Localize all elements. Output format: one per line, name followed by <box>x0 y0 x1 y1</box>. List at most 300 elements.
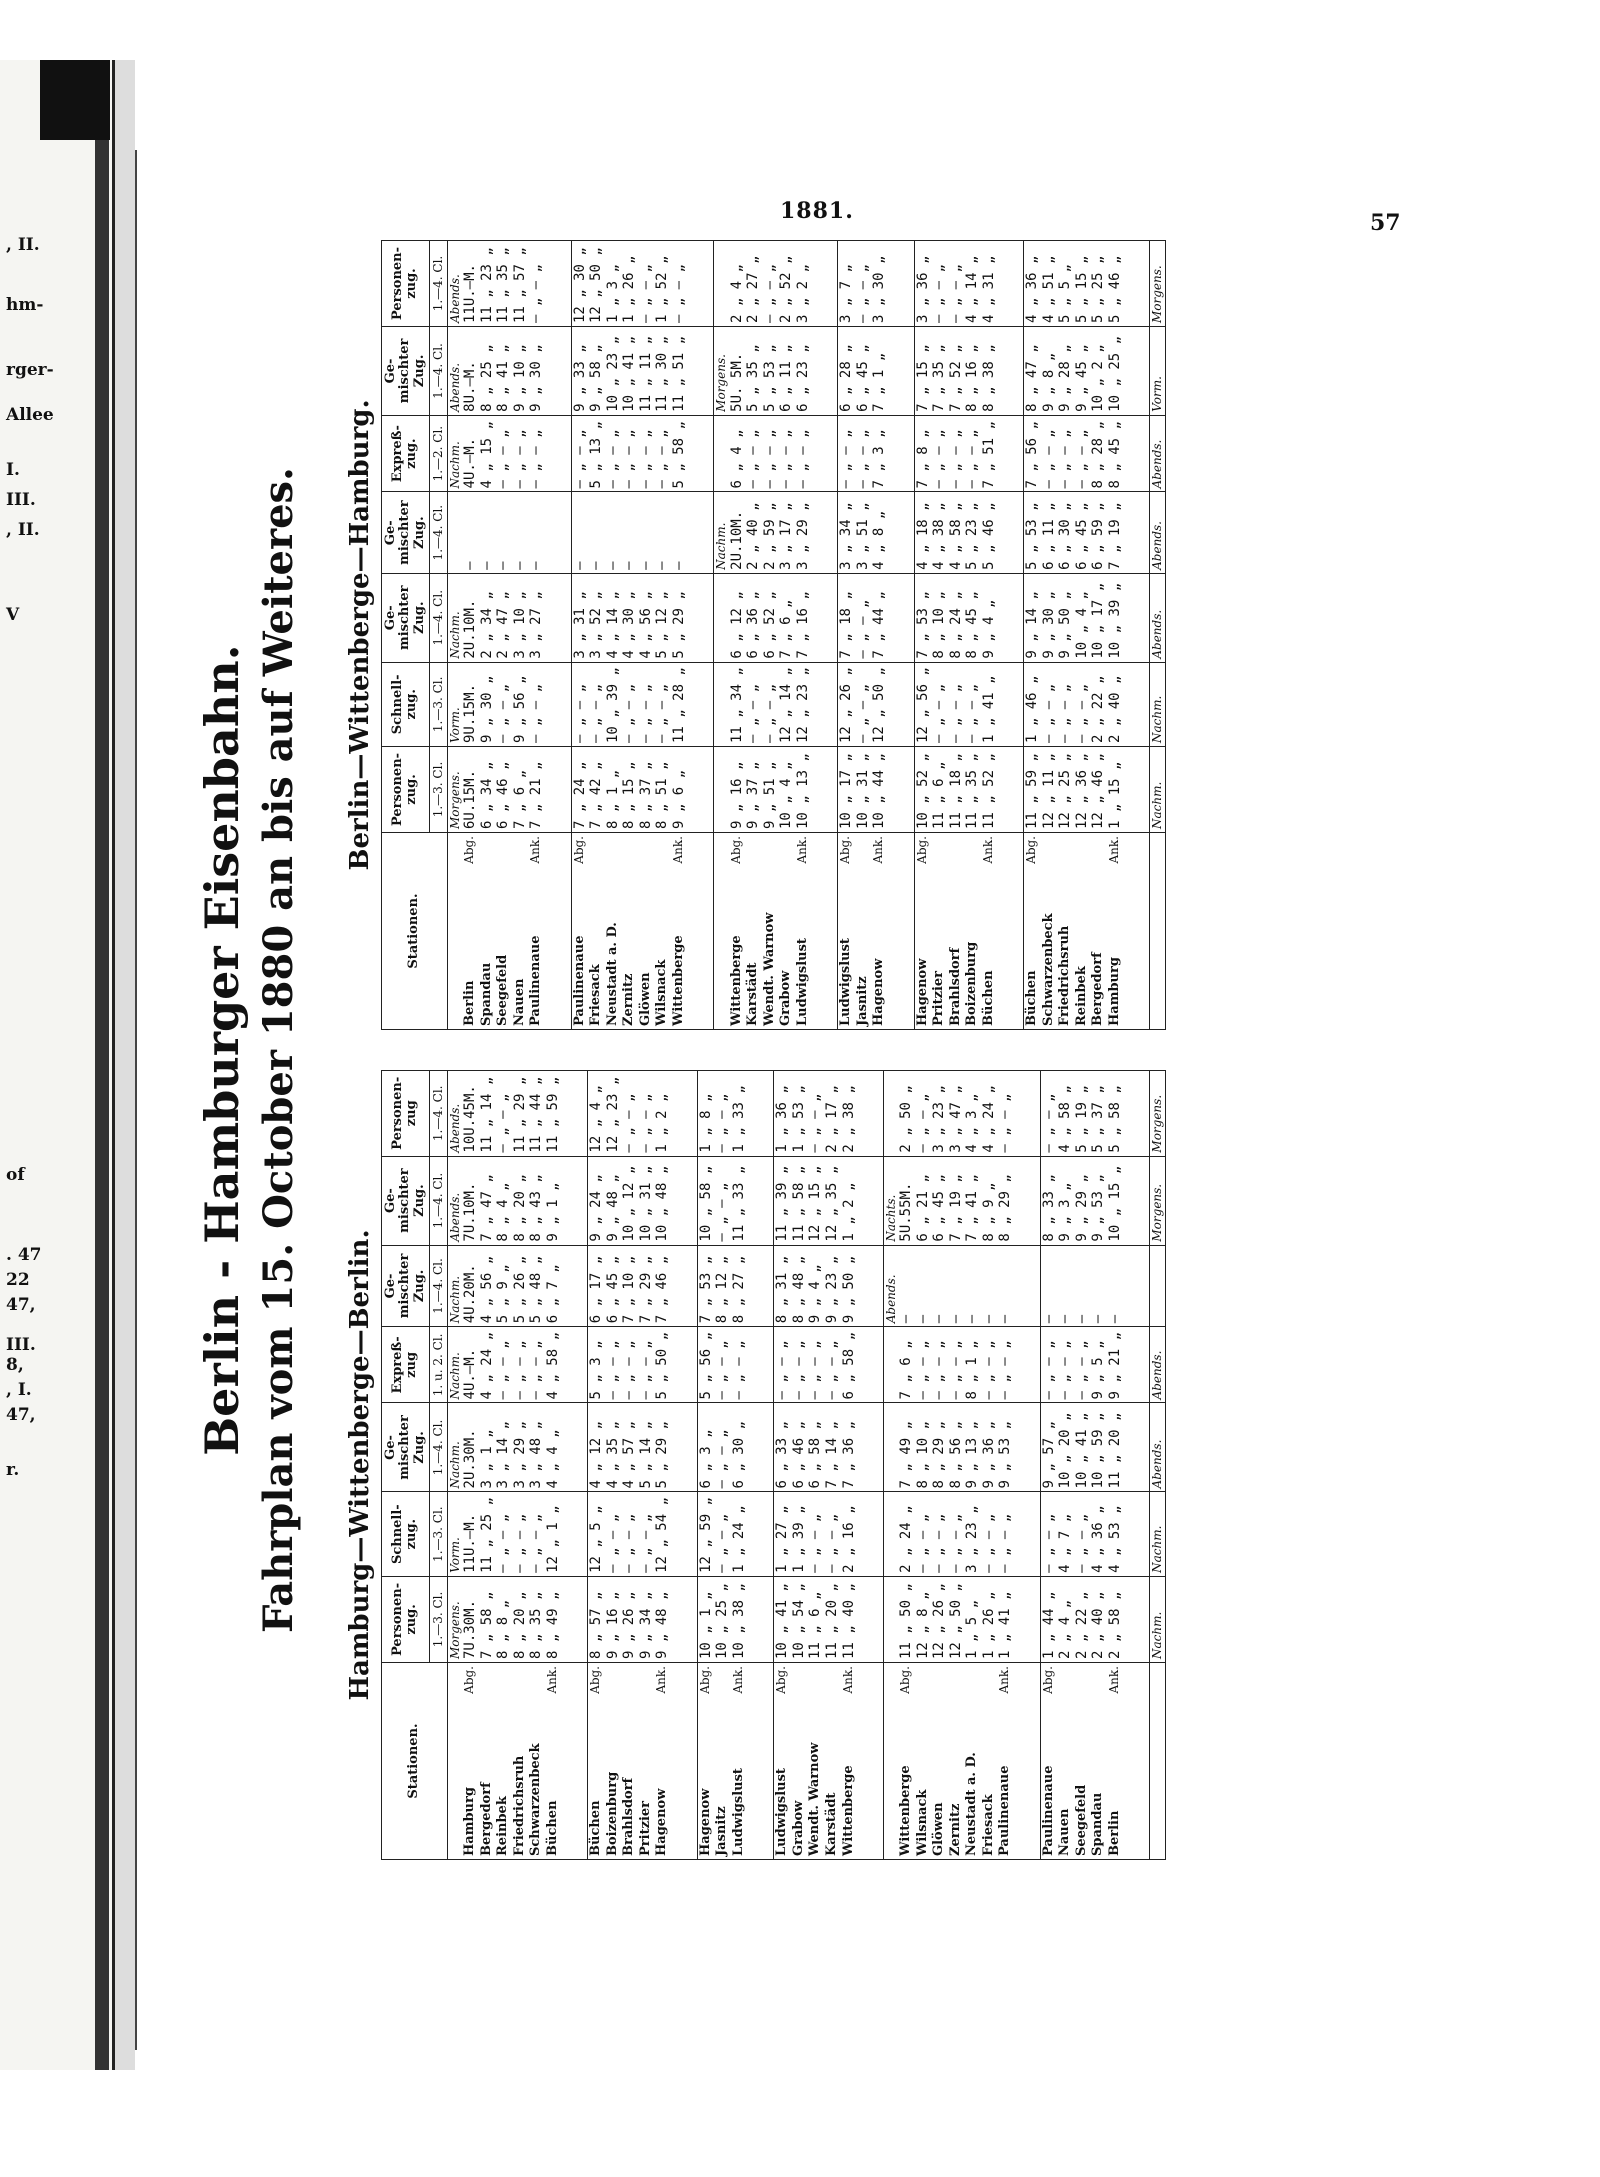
train-class: 1.—4. Cl. <box>429 573 447 662</box>
departure-time: 9 „ 56 „ <box>512 662 529 746</box>
table-row <box>605 1071 622 1860</box>
departure-time: 10U.45M. <box>462 1071 479 1157</box>
departure-time: 4 „ 53 „ <box>1107 1492 1124 1576</box>
departure-time: 11 „ 6 „ <box>931 747 948 833</box>
departure-time: 2 „ 24 „ <box>898 1492 915 1576</box>
note-spacer <box>884 1663 899 1860</box>
group-spacer <box>997 241 1024 1030</box>
departure-time: 9 „ 45 „ <box>1074 327 1091 416</box>
departure-time: 8 „ 1 „ <box>605 747 622 833</box>
departure-time: 3 „ 10 „ <box>512 573 529 662</box>
arrival-departure-mark: Ank. <box>670 836 685 864</box>
table-row <box>855 241 872 1030</box>
departure-time: 3 „ 2 „ <box>795 241 812 327</box>
station-name <box>1090 833 1107 1030</box>
departure-time: 2 „ 40 „ <box>1090 1576 1107 1662</box>
departure-time: 10 „ 31 „ <box>855 747 872 833</box>
departure-time: 8 „ 47 „ <box>1024 327 1041 416</box>
departure-time: — „ — „ <box>1074 1327 1091 1403</box>
table-row <box>931 1071 948 1860</box>
station-label: Jasnitz <box>854 976 870 1026</box>
station-name <box>838 833 855 1030</box>
station-label: Büchen <box>544 1800 560 1856</box>
spacer-cell <box>671 1576 698 1662</box>
departure-time: 1 „ 2 „ <box>654 1071 671 1157</box>
time-of-day-note: Nachm. <box>448 1403 463 1492</box>
departure-time: 12 „ 26 „ <box>838 662 855 746</box>
time-of-day-note: Abends. <box>1150 492 1165 573</box>
departure-time: — „ — „ <box>638 1492 655 1576</box>
previous-page-text: r. <box>6 1460 20 1480</box>
departure-time: 6 „ 12 „ <box>729 573 746 662</box>
departure-time: 6 „ 23 „ <box>795 327 812 416</box>
departure-time: 5U. 5M. <box>729 327 746 416</box>
station-name <box>545 1663 562 1860</box>
departure-time: — <box>479 492 496 573</box>
departure-time: — <box>512 492 529 573</box>
time-of-day-note <box>714 415 729 492</box>
station-label: Paulinenaue <box>997 1765 1013 1856</box>
departure-time: — „ — „ <box>915 1071 932 1157</box>
departure-time: 2 „ 58 „ <box>1107 1576 1124 1662</box>
departure-time: 7 „ 8 „ <box>914 415 931 492</box>
departure-time: 6 „ 45 „ <box>931 1156 948 1245</box>
departure-time: 2 „ 59 „ <box>762 492 779 573</box>
time-of-day-note: Abends. <box>448 1071 463 1157</box>
table-row <box>807 1071 824 1860</box>
table-row <box>1024 241 1041 1030</box>
departure-time: 4 „ 12 „ <box>588 1403 605 1492</box>
time-of-day-note: Nachm. <box>448 415 463 492</box>
spacer-cell <box>1123 573 1150 662</box>
departure-time: 2U.10M. <box>462 573 479 662</box>
spacer-cell <box>857 1327 884 1403</box>
departure-time: 5 „ 46 „ <box>1107 241 1124 327</box>
departure-time: — „ — „ <box>931 241 948 327</box>
departure-time: 4 „ 7 „ <box>1057 1492 1074 1576</box>
arrival-departure-mark: Ank. <box>997 1666 1012 1694</box>
departure-time: 8 „ 20 „ <box>512 1156 529 1245</box>
departure-time: — „ — „ <box>948 415 965 492</box>
time-of-day-note <box>714 662 729 746</box>
departure-time: 6 „ 59 „ <box>1090 492 1107 573</box>
departure-time: 6 „ 58 „ <box>807 1403 824 1492</box>
time-of-day-note: Nachm. <box>1150 662 1165 746</box>
departure-time: 5 „ 58 „ <box>1107 1071 1124 1157</box>
arrival-departure-mark: Ank. <box>840 1666 855 1694</box>
departure-time: 2 „ 4 „ <box>1057 1576 1074 1662</box>
departure-time: 10 „ 15 „ <box>1107 1156 1124 1245</box>
departure-time: 10 „ 25 „ <box>714 1576 731 1662</box>
spacer-cell <box>671 1071 698 1157</box>
departure-time: 12 „ 11 „ <box>1041 747 1058 833</box>
departure-time: 1 „ 33 „ <box>731 1071 748 1157</box>
departure-time: 11 „ 50 „ <box>898 1576 915 1662</box>
table-row <box>495 1071 512 1860</box>
departure-time: — „ — „ <box>762 241 779 327</box>
departure-time: 4 „ 58 „ <box>1057 1071 1074 1157</box>
departure-time: 4 „ 56 „ <box>479 1245 496 1327</box>
departure-time: 2 „ 40 „ <box>745 492 762 573</box>
departure-time: 10 „ 41 „ <box>1074 1403 1091 1492</box>
departure-time: — <box>588 492 605 573</box>
departure-time: 12 „ 30 „ <box>571 241 588 327</box>
arrival-departure-mark: Ank. <box>980 836 995 864</box>
table-row <box>774 1071 791 1860</box>
spacer-cell <box>1014 1327 1041 1403</box>
station-label: Bergedorf <box>1090 952 1106 1026</box>
departure-time: — „ — „ <box>714 1071 731 1157</box>
departure-time: 1 „ 39 „ <box>791 1492 808 1576</box>
departure-time: 5 „ 3 „ <box>588 1327 605 1403</box>
departure-time: — <box>605 492 622 573</box>
train-column-header: Personen-zug. <box>382 747 430 833</box>
departure-time: 11 „ 25 „ <box>479 1492 496 1576</box>
departure-time: 10 „ 17 „ <box>838 747 855 833</box>
departure-time: — „ — „ <box>571 662 588 746</box>
stations-header: Stationen. <box>382 833 448 1030</box>
station-name <box>1040 1663 1057 1860</box>
departure-time: 6 „ 46 „ <box>495 747 512 833</box>
departure-time: — „ — „ <box>795 415 812 492</box>
stations-header: Stationen. <box>382 1663 448 1860</box>
station-label: Pritzier <box>637 1800 653 1856</box>
table-row <box>571 241 588 1030</box>
spacer-cell <box>561 1403 588 1492</box>
table-row <box>697 1071 714 1860</box>
departure-time: 11 „ 14 „ <box>479 1071 496 1157</box>
departure-time: 12 „ 25 „ <box>1057 747 1074 833</box>
note-spacer <box>1150 1663 1165 1860</box>
departure-time: 6U.15M. <box>462 747 479 833</box>
departure-time: 1 „ 41 „ <box>997 1576 1014 1662</box>
departure-time: — „ — „ <box>964 662 981 746</box>
departure-time: 2 „ 47 „ <box>495 573 512 662</box>
station-label: Hamburg <box>1106 957 1122 1026</box>
departure-time: 7 „ 29 „ <box>638 1245 655 1327</box>
spacer-cell <box>671 1663 698 1860</box>
station-name <box>915 1663 932 1860</box>
departure-time: 12 „ 56 „ <box>914 662 931 746</box>
time-of-day-note: Morgens. <box>1150 1156 1165 1245</box>
departure-time: 5 „ 15 „ <box>1074 241 1091 327</box>
spacer-cell <box>1123 415 1150 492</box>
departure-time: 10 „ 23 „ <box>605 327 622 416</box>
spacer-cell <box>687 327 714 416</box>
station-label: Reinbek <box>1073 966 1089 1026</box>
departure-time: 9U.15M. <box>462 662 479 746</box>
departure-time: — „ — „ <box>528 415 545 492</box>
departure-time: 4 „ 36 „ <box>1090 1492 1107 1576</box>
departure-time: — „ — „ <box>997 1492 1014 1576</box>
departure-time: — „ — „ <box>605 415 622 492</box>
departure-time: — „ — „ <box>654 415 671 492</box>
station-name <box>1041 833 1058 1030</box>
table-row <box>795 241 812 1030</box>
station-label: Pritzier <box>931 970 947 1026</box>
train-column-header: Ge-mischter Zug. <box>382 492 430 573</box>
time-of-day-note: Vorm. <box>448 662 463 746</box>
departure-time: 7 „ 41 „ <box>964 1156 981 1245</box>
station-name <box>1074 1663 1091 1860</box>
departure-time: 11 „ 40 „ <box>841 1576 858 1662</box>
departure-time: — „ — „ <box>791 1327 808 1403</box>
departure-time: 5 „ 56 „ <box>697 1327 714 1403</box>
departure-time: 4U.—M. <box>462 415 479 492</box>
departure-time: 12 „ 15 „ <box>807 1156 824 1245</box>
spacer-cell <box>811 415 838 492</box>
departure-time: 3 „ 30 „ <box>871 241 888 327</box>
departure-time: 8 „ 41 „ <box>495 327 512 416</box>
arrival-departure-mark: Abg. <box>462 1666 477 1694</box>
train-class: 1.—4. Cl. <box>429 241 447 327</box>
departure-time: — <box>495 492 512 573</box>
previous-page-text: 47, <box>6 1405 36 1425</box>
spacer-cell <box>671 1156 698 1245</box>
departure-time: — „ — „ <box>855 573 872 662</box>
departure-time: 12 „ 54 „ <box>654 1492 671 1576</box>
departure-time: 9 „ 21 „ <box>1107 1327 1124 1403</box>
spacer-cell <box>671 1492 698 1576</box>
spacer-cell <box>545 662 572 746</box>
gutter-shadow <box>95 140 109 2070</box>
departure-time: 11 „ 58 „ <box>791 1156 808 1245</box>
station-name <box>605 1663 622 1860</box>
departure-time: 8 „ 38 „ <box>981 327 998 416</box>
station-label: Ludwigslust <box>794 938 810 1026</box>
departure-time: 9 „ 26 „ <box>621 1576 638 1662</box>
departure-time: 5 „ 48 „ <box>528 1245 545 1327</box>
departure-time: — „ — „ <box>495 1071 512 1157</box>
departure-time: — „ — „ <box>855 241 872 327</box>
table-row <box>964 241 981 1030</box>
previous-page-text: , I. <box>6 1380 32 1400</box>
departure-time: — <box>1040 1245 1057 1327</box>
departure-time: 7 „ 49 „ <box>898 1403 915 1492</box>
spacer-cell <box>747 1576 774 1662</box>
time-of-day-note: Morgens. <box>1150 241 1165 327</box>
departure-time: 12 „ 35 „ <box>824 1156 841 1245</box>
time-note-row <box>714 241 729 1030</box>
departure-time: — „ — „ <box>855 415 872 492</box>
station-label: Wittenberge <box>728 935 744 1026</box>
departure-time: 6 „ 7 „ <box>545 1245 562 1327</box>
time-of-day-note <box>448 492 463 573</box>
spacer-cell <box>747 1156 774 1245</box>
departure-time: 1 „ 36 „ <box>774 1071 791 1157</box>
departure-time: 10 „ 48 „ <box>654 1156 671 1245</box>
spacer-cell <box>545 747 572 833</box>
departure-time: — „ — „ <box>714 1492 731 1576</box>
departure-time: 8 „ 29 „ <box>931 1403 948 1492</box>
departure-time: 6 „ 45 „ <box>1074 492 1091 573</box>
departure-time: 12 „ 5 „ <box>588 1492 605 1576</box>
departure-time: 10 „ 59 „ <box>1090 1403 1107 1492</box>
station-name <box>898 1663 915 1860</box>
table-row <box>871 241 888 1030</box>
departure-time: — <box>621 492 638 573</box>
departure-time: 7 „ 6 „ <box>898 1327 915 1403</box>
footer-note-row <box>1150 241 1165 1030</box>
departure-time: 2 „ 17 „ <box>824 1071 841 1157</box>
group-spacer <box>747 1071 774 1860</box>
table-row <box>621 241 638 1030</box>
arrival-departure-mark: Ank. <box>794 836 809 864</box>
departure-time: 8 „ 45 „ <box>1107 415 1124 492</box>
departure-time: 7 „ 10 „ <box>621 1245 638 1327</box>
station-label: Nauen <box>1057 1808 1073 1856</box>
departure-time: 12 „ 23 „ <box>605 1071 622 1157</box>
departure-time: 1 „ 5 „ <box>964 1576 981 1662</box>
table-row <box>462 1071 479 1860</box>
departure-time: 8 „ 25 „ <box>479 327 496 416</box>
station-label: Friedrichsruh <box>1057 925 1073 1026</box>
time-note-row <box>448 1071 463 1860</box>
table-row <box>605 241 622 1030</box>
departure-time: — „ — „ <box>714 1327 731 1403</box>
table-row <box>729 241 746 1030</box>
previous-page-text: V <box>6 605 20 625</box>
train-class: 1.—3. Cl. <box>429 747 447 833</box>
spacer-cell <box>1123 492 1150 573</box>
departure-time: 9 „ 53 „ <box>1090 1156 1107 1245</box>
time-note-row <box>884 1071 899 1860</box>
departure-time: 10 „ 41 „ <box>774 1576 791 1662</box>
departure-time: 5 „ 50 „ <box>654 1327 671 1403</box>
departure-time: 1 „ 52 „ <box>654 241 671 327</box>
spacer-cell <box>747 1663 774 1860</box>
departure-time: 12 „ 4 „ <box>588 1071 605 1157</box>
departure-time: 4 „ 3 „ <box>964 1071 981 1157</box>
station-label: Nauen <box>511 978 527 1026</box>
departure-time: 6 „ 52 „ <box>762 573 779 662</box>
time-of-day-note <box>884 1492 899 1576</box>
station-name <box>964 833 981 1030</box>
departure-time: 12 „ 23 „ <box>795 662 812 746</box>
arrival-departure-mark: Abg. <box>838 836 853 864</box>
spacer-cell <box>888 241 915 327</box>
station-name <box>841 1663 858 1860</box>
station-label: Hagenow <box>914 958 930 1026</box>
departure-time: — „ — „ <box>495 662 512 746</box>
station-label: Glöwen <box>637 972 653 1026</box>
departure-time: — „ — „ <box>774 1327 791 1403</box>
time-of-day-note <box>884 1327 899 1403</box>
previous-page-text: 22 <box>6 1270 30 1290</box>
departure-time: — „ — „ <box>915 1492 932 1576</box>
station-label: Neustadt a. D. <box>964 1752 980 1856</box>
group-spacer <box>1123 241 1150 1030</box>
departure-time: 7 „ 24 „ <box>571 747 588 833</box>
departure-time: 5 „ 5 „ <box>1057 241 1074 327</box>
table-row <box>654 241 671 1030</box>
departure-time: 11 „ 23 „ <box>479 241 496 327</box>
note-spacer <box>448 833 463 1030</box>
departure-time: — „ — „ <box>638 241 655 327</box>
departure-time: 4 „ 51 „ <box>1041 241 1058 327</box>
departure-time: 6 „ 45 „ <box>855 327 872 416</box>
departure-time: 8U.—M. <box>462 327 479 416</box>
time-of-day-note <box>884 1403 899 1492</box>
station-label: Büchen <box>588 1800 604 1856</box>
departure-time: — <box>528 492 545 573</box>
station-name <box>462 833 479 1030</box>
departure-time: 1 „ 15 „ <box>1107 747 1124 833</box>
departure-time: — „ — „ <box>1074 662 1091 746</box>
departure-time: 7 „ 46 „ <box>654 1245 671 1327</box>
departure-time: 4 „ 36 „ <box>1024 241 1041 327</box>
station-label: Schwarzenbeck <box>1040 913 1056 1026</box>
departure-time: 9 „ 48 „ <box>605 1156 622 1245</box>
departure-time: 2U.10M. <box>729 492 746 573</box>
spacer-cell <box>1123 1327 1150 1403</box>
time-of-day-note <box>884 1071 899 1157</box>
station-name <box>807 1663 824 1860</box>
departure-time: 7 „ 52 „ <box>948 327 965 416</box>
departure-time: 9 „ 29 „ <box>1074 1156 1091 1245</box>
train-column-header: Personen-zug <box>382 1071 430 1157</box>
station-label: Karstädt <box>824 1792 839 1856</box>
train-column-header: Expreß-zug. <box>382 415 430 492</box>
station-name <box>462 1663 479 1860</box>
departure-time: 10 „ 44 „ <box>871 747 888 833</box>
spacer-cell <box>545 492 572 573</box>
departure-time: 4 „ 24 „ <box>479 1327 496 1403</box>
departure-time: — „ — „ <box>638 662 655 746</box>
spacer-cell <box>561 1663 588 1860</box>
departure-time: — „ — „ <box>948 1492 965 1576</box>
departure-time: 9 „ 48 „ <box>654 1576 671 1662</box>
station-name <box>671 833 688 1030</box>
departure-time: 6 „ 17 „ <box>588 1245 605 1327</box>
station-label: Friesack <box>588 964 604 1026</box>
departure-time: — „ — „ <box>824 1327 841 1403</box>
station-name <box>762 833 779 1030</box>
group-spacer <box>857 1071 884 1860</box>
table-row <box>931 241 948 1030</box>
station-name <box>1057 833 1074 1030</box>
departure-time: 9 „ 58 „ <box>588 327 605 416</box>
station-label: Brahlsdorf <box>947 947 963 1026</box>
departure-time: 10 „ 31 „ <box>638 1156 655 1245</box>
spacer-cell <box>857 1071 884 1157</box>
arrival-departure-mark: Ank. <box>1106 1666 1121 1694</box>
table-row <box>1090 1071 1107 1860</box>
departure-time: — „ — „ <box>948 1327 965 1403</box>
station-label: Hamburg <box>462 1787 478 1856</box>
departure-time: 11 „ 44 „ <box>528 1071 545 1157</box>
table-row <box>512 241 529 1030</box>
spacer-cell <box>857 1492 884 1576</box>
departure-time: 7 „ 16 „ <box>795 573 812 662</box>
departure-time: 9 „ 51 „ <box>762 747 779 833</box>
departure-time: 7 „ 1 „ <box>871 327 888 416</box>
departure-time: 8 „ 43 „ <box>528 1156 545 1245</box>
departure-time: 3 „ 14 „ <box>495 1403 512 1492</box>
departure-time: 9 „ 36 „ <box>981 1403 998 1492</box>
departure-time: 12 „ 50 „ <box>948 1576 965 1662</box>
departure-time: 5 „ 29 „ <box>671 573 688 662</box>
departure-time: — <box>462 492 479 573</box>
timetable-title: Hamburg—Wittenberge—Berlin. <box>345 1229 375 1701</box>
departure-time: 3 „ 48 „ <box>528 1403 545 1492</box>
spacer-cell <box>687 415 714 492</box>
departure-time: — „ — „ <box>762 415 779 492</box>
departure-time: 11 „ 33 „ <box>731 1156 748 1245</box>
station-label: Grabow <box>790 1800 806 1856</box>
departure-time: — „ — „ <box>824 1492 841 1576</box>
departure-time: — „ — „ <box>1057 415 1074 492</box>
